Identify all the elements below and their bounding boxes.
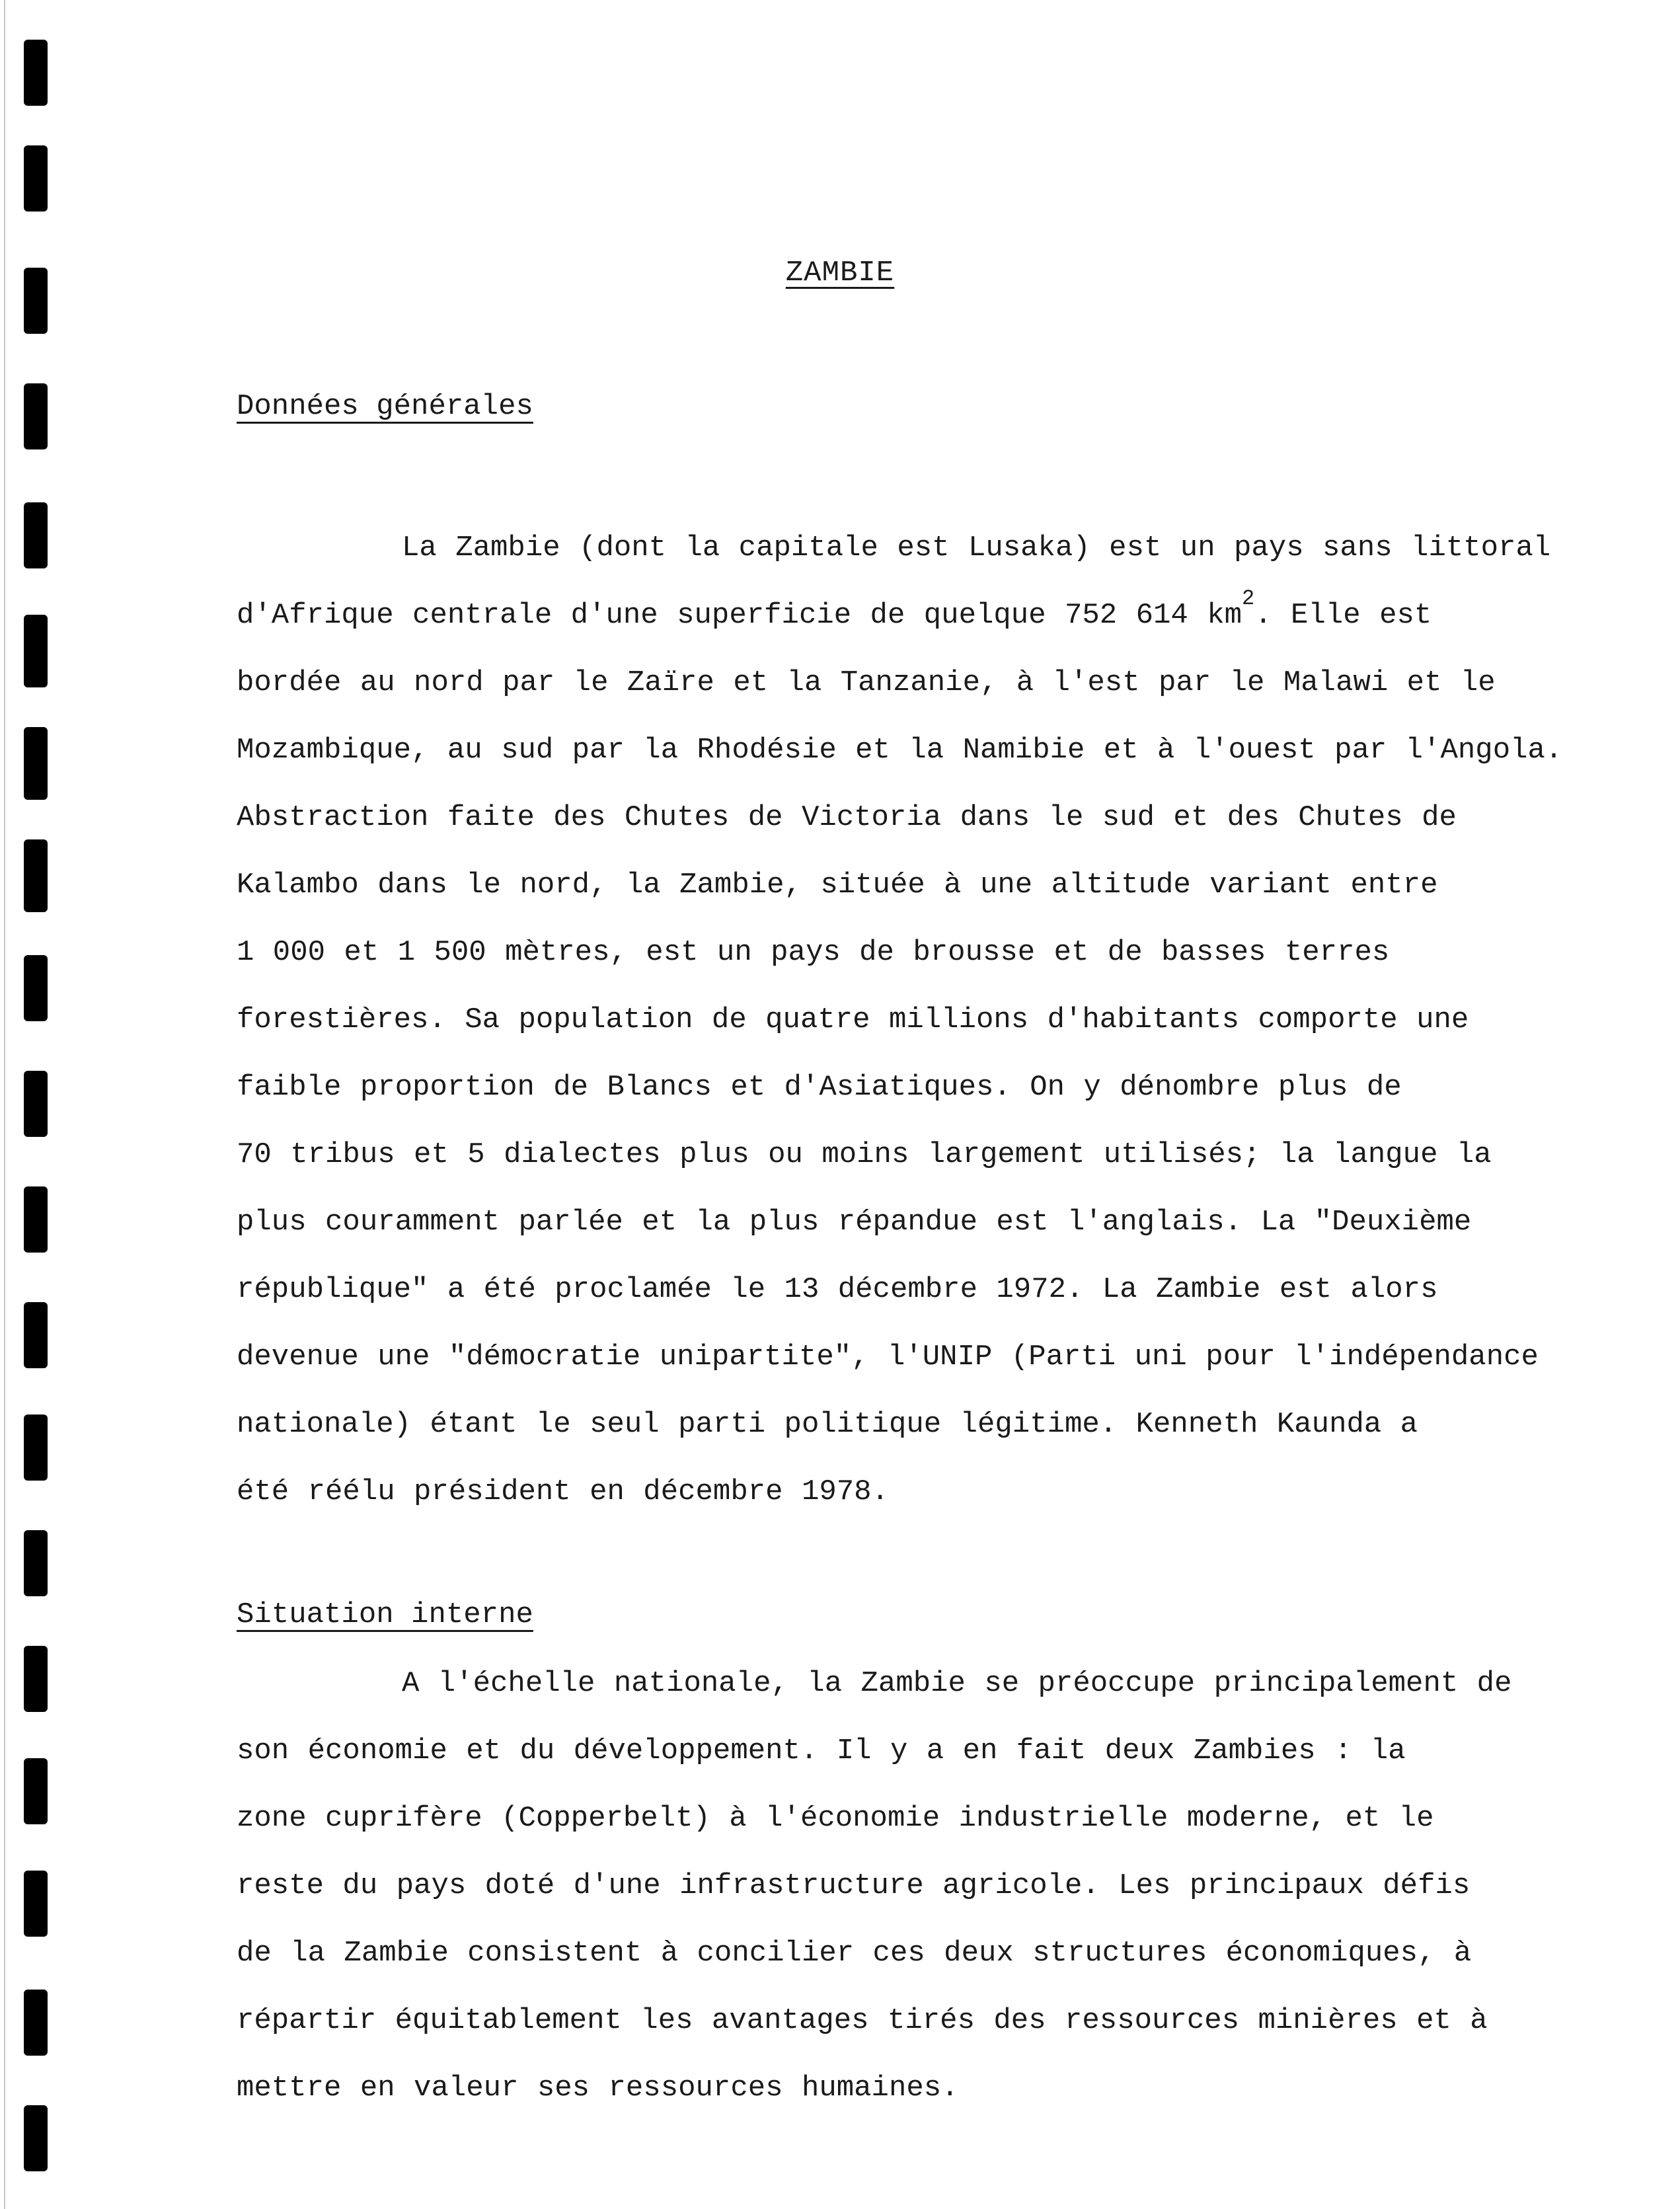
text-line: son économie et du développement. Il y a en fait deux Zambies : la [237, 1734, 1406, 1767]
text-line: 70 tribus et 5 dialectes plus ou moins largement utilisés; la langue la [237, 1138, 1492, 1171]
binding-mark [24, 615, 48, 687]
text-line: répartir équitablement les avantages tirés des ressources minières et à [237, 2004, 1488, 2037]
binding-mark [24, 955, 48, 1021]
text-line: reste du pays doté d'une infrastructure agricole. Les principaux défis [237, 1869, 1470, 1902]
section-heading-donnees-generales: Données générales [237, 390, 533, 423]
binding-mark [24, 1415, 48, 1481]
binding-mark [24, 40, 48, 106]
text-line: été réélu président en décembre 1978. [237, 1475, 889, 1508]
binding-marks [24, 40, 50, 2194]
text-line: zone cuprifère (Copperbelt) à l'économie industrielle moderne, et le [237, 1802, 1434, 1835]
text-line: bordée au nord par le Zaïre et la Tanzanie, à l'est par le Malawi et le [237, 666, 1496, 699]
text-line: 1 000 et 1 500 mètres, est un pays de brousse et de basses terres [237, 936, 1390, 969]
binding-mark [24, 1302, 48, 1368]
binding-mark [24, 502, 48, 568]
binding-mark [24, 1990, 48, 2056]
superscript: 2 [1242, 586, 1255, 611]
section-heading-situation-interne: Situation interne [237, 1598, 533, 1631]
text-line: Abstraction faite des Chutes de Victoria dans le sud et des Chutes de [237, 801, 1457, 834]
binding-mark [24, 1071, 48, 1137]
text-line: Kalambo dans le nord, la Zambie, située à une altitude variant entre [237, 869, 1438, 902]
text-line: A l'échelle nationale, la Zambie se préoccupe principalement de [402, 1667, 1512, 1700]
binding-mark [24, 2105, 48, 2171]
binding-mark [24, 727, 48, 800]
binding-mark [24, 839, 48, 912]
text-line: plus couramment parlée et la plus répandue est l'anglais. La "Deuxième [237, 1206, 1472, 1239]
binding-mark [24, 145, 48, 212]
paragraph-situation-interne [237, 1650, 1512, 2122]
binding-mark [24, 383, 48, 449]
binding-mark [24, 1871, 48, 1937]
text-line: forestières. Sa population de quatre millions d'habitants comporte une [237, 1003, 1469, 1036]
text-line: d'Afrique centrale d'une superficie de quelque 752 614 km [237, 599, 1242, 632]
text-line: nationale) étant le seul parti politique légitime. Kenneth Kaunda a [237, 1408, 1418, 1441]
binding-mark [24, 1758, 48, 1824]
text-line: faible proportion de Blancs et d'Asiatiques. On y dénombre plus de [237, 1071, 1402, 1104]
text-line: devenue une "démocratie unipartite", l'UNIP (Parti uni pour l'indépendance [237, 1340, 1539, 1374]
text-line: république" a été proclamée le 13 décembre 1972. La Zambie est alors [237, 1273, 1438, 1306]
binding-mark [24, 1646, 48, 1712]
text-line: de la Zambie consistent à concilier ces deux structures économiques, à [237, 1937, 1472, 1970]
text-line: mettre en valeur ses ressources humaines. [237, 2072, 959, 2105]
binding-mark [24, 1186, 48, 1253]
page-edge-line [4, 0, 5, 2209]
document-title [0, 256, 1680, 290]
binding-mark [24, 1530, 48, 1596]
document-title-text: ZAMBIE [785, 256, 895, 290]
text-line: Mozambique, au sud par la Rhodésie et la Namibie et à l'ouest par l'Angola. [237, 734, 1563, 767]
paragraph-donnees-generales [237, 514, 1563, 1526]
text-line-suffix: . Elle est [1254, 599, 1432, 632]
text-line: La Zambie (dont la capitale est Lusaka) est un pays sans littoral [402, 531, 1551, 564]
text-line-with-superscript [237, 582, 1492, 649]
